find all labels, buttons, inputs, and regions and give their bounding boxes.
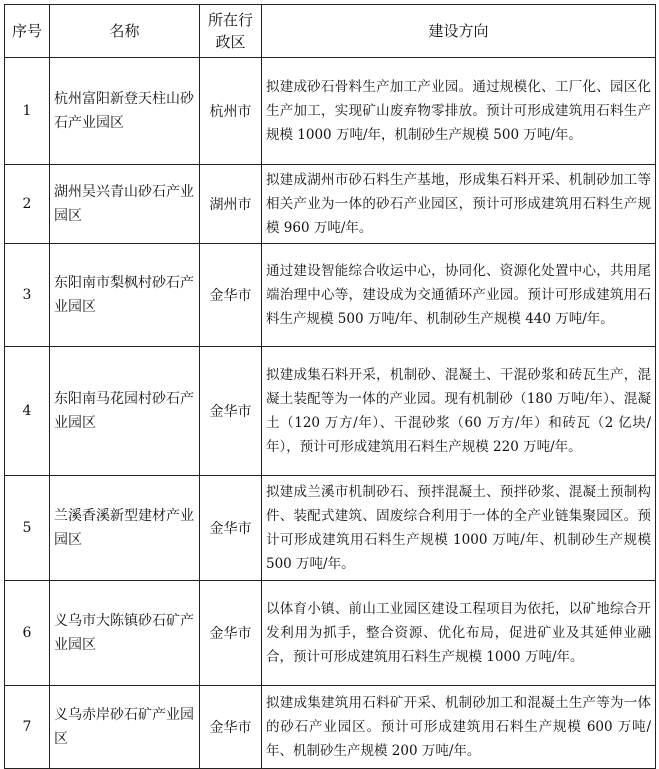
construction-direction: 拟建成砂石骨料生产加工产业园。通过规模化、工厂化、园区化生产加工，实现矿山废弃物零排放。预计可形成建筑用石料生产规模 1000 万吨/年，机制砂生产规模 500 万吨/年。 (262, 58, 656, 165)
header-index: 序号 (5, 5, 50, 58)
district: 金华市 (200, 347, 262, 476)
header-name: 名称 (50, 5, 200, 58)
industrial-park-table (4, 4, 656, 769)
table-row (5, 165, 656, 244)
district: 金华市 (200, 476, 262, 581)
table-header-row (5, 5, 656, 58)
park-name: 湖州吴兴青山砂石产业园区 (50, 165, 200, 244)
park-name: 东阳南马花园村砂石产业园区 (50, 347, 200, 476)
construction-direction: 拟建成湖州市砂石料生产基地，形成集石料开采、机制砂加工等相关产业为一体的砂石产业园区，预计可形成建筑用石料生产规模 960 万吨/年。 (262, 165, 656, 244)
district: 金华市 (200, 244, 262, 347)
park-name: 义乌市大陈镇砂石矿产业园区 (50, 581, 200, 686)
construction-direction: 以体育小镇、前山工业园区建设工程项目为依托，以矿地综合开发利用为抓手，整合资源、优化布局，促进矿业及其延伸业融合，预计可形成建筑用石料生产规模 1000 万吨/年。 (262, 581, 656, 686)
park-name: 兰溪香溪新型建材产业园区 (50, 476, 200, 581)
header-direction: 建设方向 (262, 5, 656, 58)
park-name: 杭州富阳新登天柱山砂石产业园区 (50, 58, 200, 165)
row-index: 4 (5, 347, 50, 476)
construction-direction: 通过建设智能综合收运中心，协同化、资源化处置中心，共用尾端治理中心等，建设成为交通循环产业园。预计可形成建筑用石料生产规模 500 万吨/年、机制砂生产规模 440 万吨/年。 (262, 244, 656, 347)
row-index: 1 (5, 58, 50, 165)
district: 湖州市 (200, 165, 262, 244)
table-row (5, 347, 656, 476)
row-index: 2 (5, 165, 50, 244)
row-index: 3 (5, 244, 50, 347)
district: 杭州市 (200, 58, 262, 165)
construction-direction: 拟建成集建筑用石料矿开采、机制砂加工和混凝土生产等为一体的砂石产业园区。预计可形成建筑用石料生产规模 600 万吨/年、机制砂生产规模 200 万吨/年。 (262, 686, 656, 769)
header-district: 所在行政区 (200, 5, 262, 58)
district: 金华市 (200, 686, 262, 769)
park-name: 东阳南市梨枫村砂石产业园区 (50, 244, 200, 347)
table-row (5, 581, 656, 686)
park-name: 义乌赤岸砂石矿产业园区 (50, 686, 200, 769)
table-row (5, 244, 656, 347)
row-index: 6 (5, 581, 50, 686)
row-index: 7 (5, 686, 50, 769)
table-row (5, 476, 656, 581)
table-row (5, 58, 656, 165)
construction-direction: 拟建成集石料开采，机制砂、混凝土、干混砂浆和砖瓦生产，混凝土装配等为一体的产业园。现有机制砂（180 万吨/年）、混凝土（120 万方/年）、干混砂浆（60 万方/年）和砖瓦（2 亿块/年），预计可形成建筑用石料生产规模 220 万吨/年。 (262, 347, 656, 476)
district: 金华市 (200, 581, 262, 686)
construction-direction: 拟建成兰溪市机制砂石、预拌混凝土、预拌砂浆、混凝土预制构件、装配式建筑、固废综合利用于一体的全产业链集聚园区。预计可形成建筑用石料生产规模 1000 万吨/年、机制砂生产规模 500 万吨/年。 (262, 476, 656, 581)
table-row (5, 686, 656, 769)
row-index: 5 (5, 476, 50, 581)
